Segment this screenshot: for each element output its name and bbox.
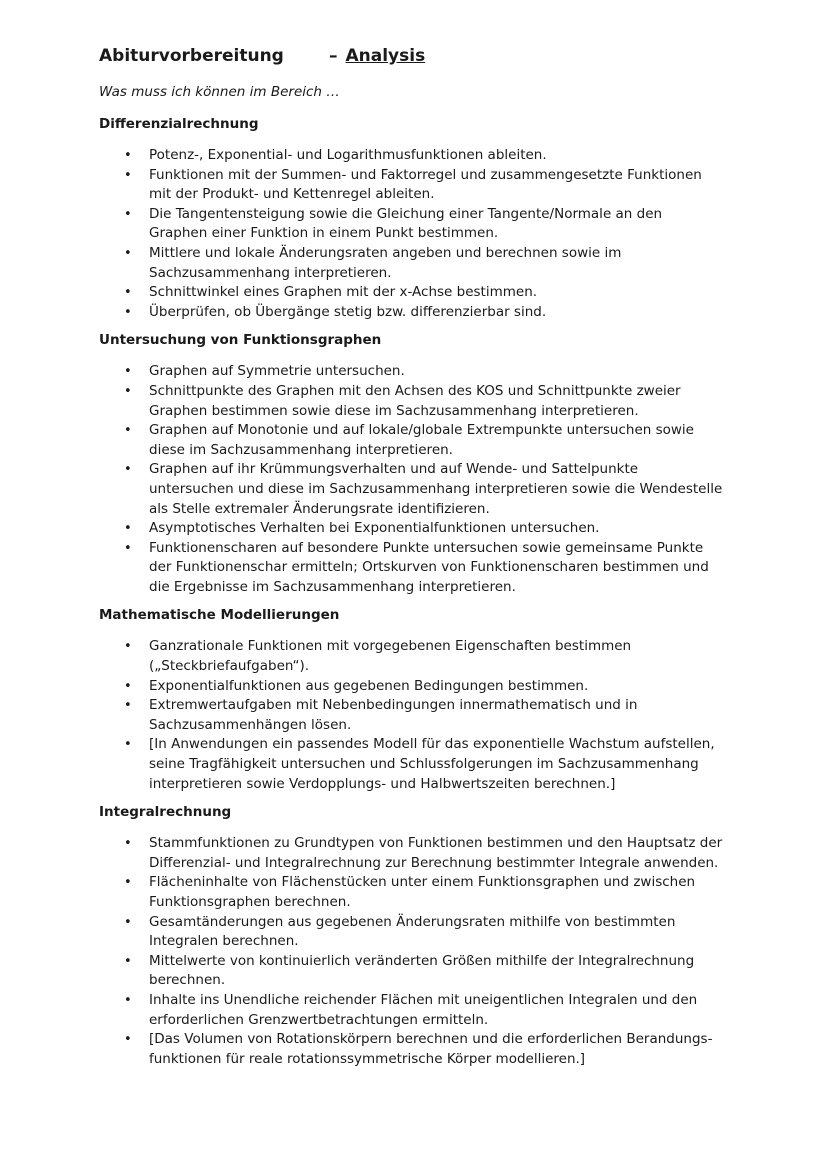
section xyxy=(99,804,739,1069)
document-subject: Analysis xyxy=(345,46,426,66)
list-item-text: Funktionenscharen auf besondere Punkte untersuchen sowie gemeinsame Punkte der Funktionenschar ermitteln; Ortskurven von Funktionenscharen bestimmen und die Ergebnisse im Sachzusammenhang interpretieren. xyxy=(149,539,709,595)
bullet-icon: • xyxy=(124,540,132,556)
list-item-text: Überprüfen, ob Übergänge stetig bzw. differenzierbar sind. xyxy=(149,303,547,320)
list-item xyxy=(99,205,739,244)
bullet-icon: • xyxy=(124,737,132,753)
list-item xyxy=(99,146,739,166)
bullet-icon: • xyxy=(124,953,132,969)
title-dash: – xyxy=(329,46,338,66)
title-row xyxy=(99,46,739,74)
bullet-list xyxy=(99,834,739,1069)
bullet-list xyxy=(99,637,739,794)
list-item-text: Funktionen mit der Summen- und Faktorregel und zusammengesetzte Funktionen mit der Produkt- und Kettenregel ableiten. xyxy=(149,166,702,203)
bullet-icon: • xyxy=(124,521,132,537)
list-item-text: [Das Volumen von Rotationskörpern berechnen und die erforderlichen Berandungs- funktionen für reale rotationssymmetrische Körper modellieren.] xyxy=(149,1031,713,1067)
list-item xyxy=(99,244,739,283)
list-item-text: Graphen auf Symmetrie untersuchen. xyxy=(149,363,405,380)
list-item xyxy=(99,873,739,912)
bullet-icon: • xyxy=(124,875,132,891)
section xyxy=(99,607,739,794)
bullet-icon: • xyxy=(124,423,132,439)
section xyxy=(99,332,739,597)
list-item-text: [In Anwendungen ein passendes Modell für das exponentielle Wachstum aufstellen, seine Tragfähigkeit untersuchen und Schlussfolgerungen im Sachzusammenhang interpretieren sowie Verdopplungs- und Halbwertszeiten berechnen.] xyxy=(149,736,715,792)
list-item xyxy=(99,421,739,460)
list-item-text: Die Tangentensteigung sowie die Gleichung einer Tangente/Normale an den Graphen einer Funktion in einem Punkt bestimmen. xyxy=(149,205,663,242)
list-item-text: Potenz-, Exponential- und Logarithmusfunktionen ableiten. xyxy=(149,147,547,163)
list-item xyxy=(99,362,739,382)
list-item xyxy=(99,677,739,697)
list-item xyxy=(99,519,739,539)
list-item-text: Graphen auf Monotonie und auf lokale/globale Extrempunkte untersuchen sowie diese im Sachzusammenhang interpretieren. xyxy=(149,422,694,458)
bullet-icon: • xyxy=(124,167,132,183)
bullet-list xyxy=(99,362,739,597)
list-item-text: Schnittwinkel eines Graphen mit der x-Achse bestimmen. xyxy=(149,284,538,301)
bullet-icon: • xyxy=(124,304,132,320)
section-heading: Integralrechnung xyxy=(99,804,232,821)
list-item xyxy=(99,735,739,794)
bullet-icon: • xyxy=(124,285,132,301)
list-item xyxy=(99,166,739,205)
bullet-icon: • xyxy=(124,1032,132,1048)
list-item-text: Flächeninhalte von Flächenstücken unter einem Funktionsgraphen und zwischen Funktionsgraphen berechnen. xyxy=(149,874,696,910)
list-item xyxy=(99,913,739,952)
list-item-text: Graphen auf ihr Krümmungsverhalten und auf Wende- und Sattelpunkte untersuchen und diese im Sachzusammenhang interpretieren sowie die Wendestelle als Stelle extremaler Änderungsrate identifizieren. xyxy=(149,461,723,517)
bullet-icon: • xyxy=(124,462,132,478)
bullet-icon: • xyxy=(124,914,132,930)
list-item-text: Exponentialfunktionen aus gegebenen Bedingungen bestimmen. xyxy=(149,677,589,694)
bullet-list xyxy=(99,146,739,322)
list-item xyxy=(99,991,739,1030)
section-heading: Mathematische Modellierungen xyxy=(99,607,340,624)
list-item xyxy=(99,637,739,676)
list-item-text: Mittlere und lokale Änderungsraten angeben und berechnen sowie im Sachzusammenhang interpretieren. xyxy=(149,244,622,281)
bullet-icon: • xyxy=(124,245,132,261)
bullet-icon: • xyxy=(124,206,132,222)
list-item xyxy=(99,460,739,519)
document-title: Abiturvorbereitung xyxy=(99,46,284,66)
list-item-text: Extremwertaufgaben mit Nebenbedingungen innermathematisch und in Sachzusammenhängen lösen. xyxy=(149,697,638,733)
list-item xyxy=(99,303,739,323)
list-item xyxy=(99,834,739,873)
section-heading: Differenzialrechnung xyxy=(99,116,259,132)
list-item-text: Gesamtänderungen aus gegebenen Änderungsraten mithilfe von bestimmten Integralen berechnen. xyxy=(149,913,676,950)
list-item-text: Stammfunktionen zu Grundtypen von Funktionen bestimmen und den Hauptsatz der Differenzial- und Integralrechnung zur Berechnung bestimmter Integrale anwenden. xyxy=(149,835,723,871)
list-item xyxy=(99,382,739,421)
list-item-text: Asymptotisches Verhalten bei Exponentialfunktionen untersuchen. xyxy=(149,520,600,537)
bullet-icon: • xyxy=(124,364,132,380)
list-item xyxy=(99,283,739,303)
list-item xyxy=(99,539,739,598)
section-heading: Untersuchung von Funktionsgraphen xyxy=(99,332,382,349)
bullet-icon: • xyxy=(124,148,132,163)
list-item xyxy=(99,1030,739,1069)
sections-container xyxy=(99,116,739,1069)
list-item-text: Inhalte ins Unendliche reichender Flächen mit uneigentlichen Integralen und den erforderlichen Grenzwertbetrachtungen ermitteln. xyxy=(149,991,698,1028)
list-item xyxy=(99,952,739,991)
bullet-icon: • xyxy=(124,992,132,1008)
document-page xyxy=(99,46,739,1069)
intro-text: Was muss ich können im Bereich … xyxy=(99,84,340,100)
list-item-text: Mittelwerte von kontinuierlich veränderten Größen mithilfe der Integralrechnung berechnen. xyxy=(149,952,695,989)
bullet-icon: • xyxy=(124,639,132,655)
list-item-text: Ganzrationale Funktionen mit vorgegebenen Eigenschaften bestimmen („Steckbriefaufgaben“). xyxy=(149,638,632,675)
bullet-icon: • xyxy=(124,678,132,694)
section xyxy=(99,116,739,322)
list-item xyxy=(99,696,739,735)
bullet-icon: • xyxy=(124,698,132,714)
bullet-icon: • xyxy=(124,836,132,852)
bullet-icon: • xyxy=(124,383,132,399)
list-item-text: Schnittpunkte des Graphen mit den Achsen des KOS und Schnittpunkte zweier Graphen bestimmen sowie diese im Sachzusammenhang interpretieren. xyxy=(149,382,681,419)
